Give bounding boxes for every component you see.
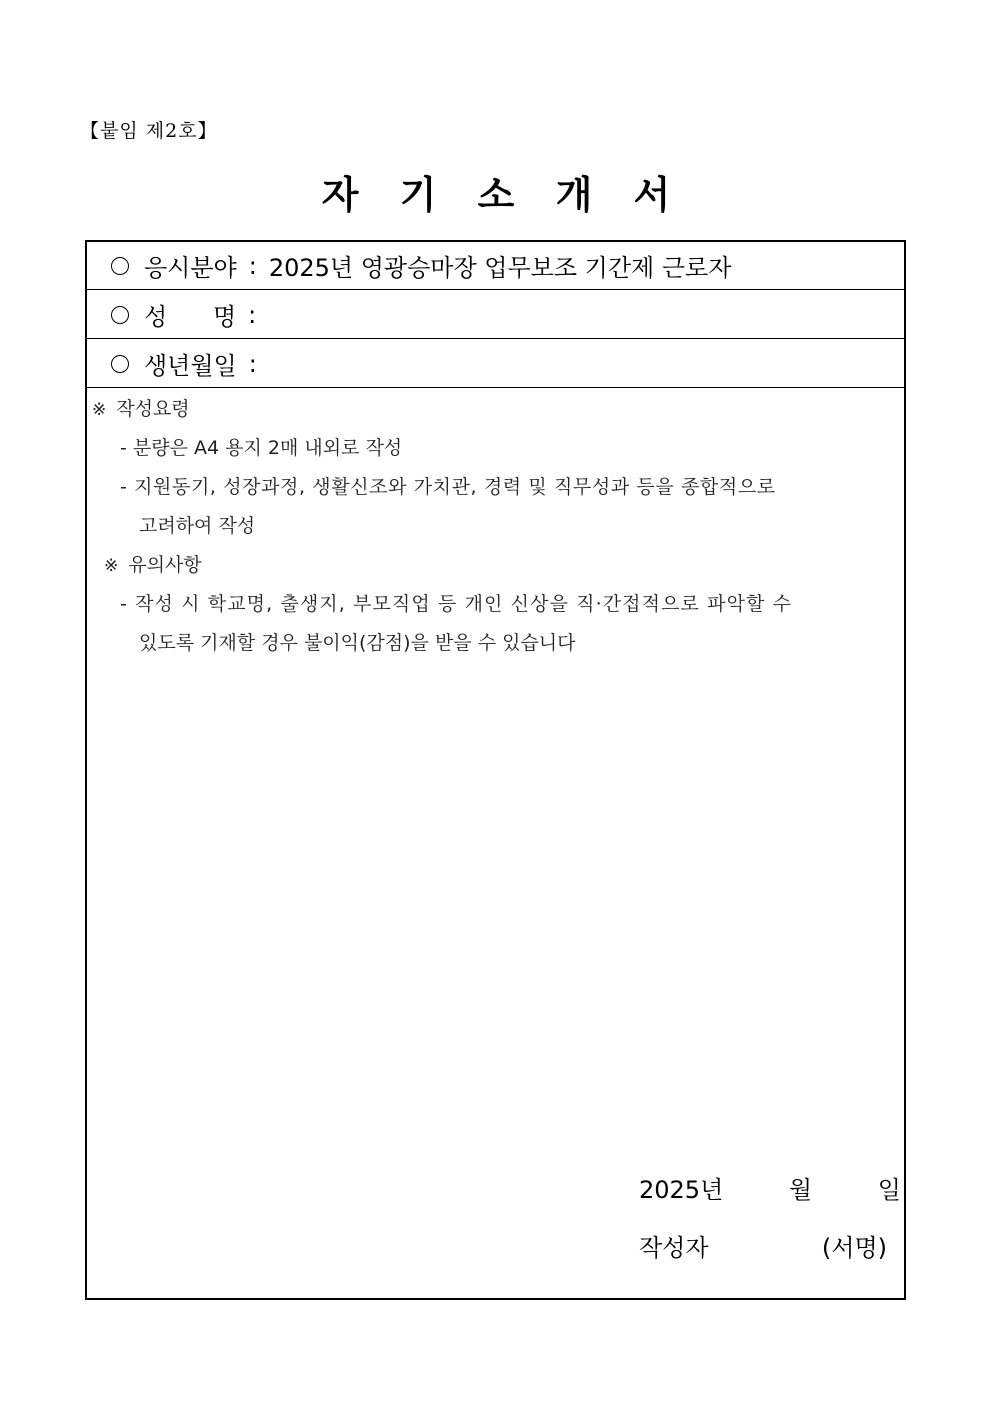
field-row-birthdate	[87, 340, 904, 388]
form-box	[85, 240, 906, 1300]
field-label: 성 명	[144, 303, 237, 331]
caution-item: - 작성 시 학교명, 출생지, 부모직업 등 개인 신상을 직·간접적으로 파악할 수	[120, 593, 793, 615]
writing-guide-title: 작성요령	[116, 398, 190, 420]
circle-bullet-icon	[111, 306, 129, 324]
signature-date	[639, 1170, 901, 1205]
guide-item: 고려하여 작성	[139, 515, 256, 537]
field-colon: :	[248, 349, 257, 378]
guide-item: - 지원동기, 성장과정, 생활신조와 가치관, 경력 및 직무성과 등을 종합적으로	[120, 476, 776, 498]
field-row-name	[87, 291, 904, 339]
application-area-field[interactable]: 2025년 영광승마장 업무보조 기간제 근로자	[268, 254, 732, 282]
circle-bullet-icon	[111, 355, 129, 373]
sign-year: 2025년	[639, 1176, 724, 1204]
guide-item: - 분량은 A4 용지 2매 내외로 작성	[120, 437, 403, 459]
writing-guide-heading	[92, 394, 190, 421]
field-colon: :	[248, 300, 257, 329]
sign-label[interactable]: (서명)	[821, 1234, 887, 1262]
circle-bullet-icon	[111, 257, 129, 275]
field-colon: :	[248, 251, 257, 280]
author-label: 작성자	[639, 1234, 709, 1262]
caution-item: 있도록 기재할 경우 불이익(감점)을 받을 수 있습니다	[139, 632, 576, 654]
reference-mark-icon: ※	[92, 400, 107, 420]
field-label: 생년월일	[144, 352, 237, 380]
sign-month: 월	[788, 1176, 813, 1204]
field-label: 응시분야	[144, 254, 237, 282]
attachment-label: 【붙임 제2호】	[80, 120, 218, 142]
field-row-application-area	[87, 242, 904, 290]
page-title: 자 기 소 개 서	[321, 173, 685, 217]
caution-heading	[104, 550, 202, 577]
sign-day: 일	[877, 1176, 901, 1204]
signature-author	[639, 1228, 887, 1263]
reference-mark-icon: ※	[104, 556, 119, 576]
caution-title: 유의사항	[128, 554, 202, 576]
